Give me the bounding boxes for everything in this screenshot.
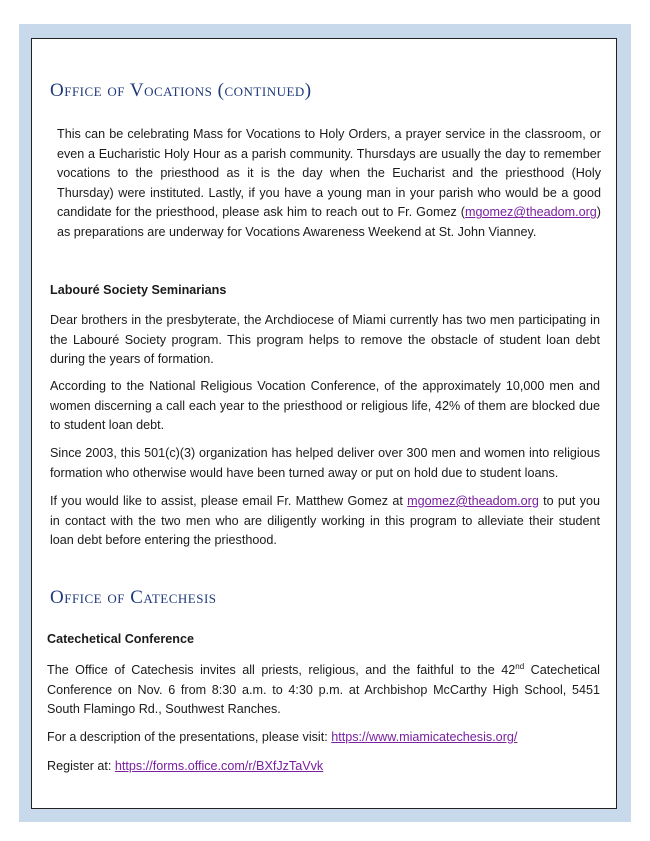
register-text: Register at:	[47, 759, 115, 773]
email-link-1[interactable]: mgomez@theadom.org	[465, 205, 597, 220]
intro-text: This can be celebrating Mass for Vocations to Holy Orders, a prayer service in the classroom, or even a Eucharistic Holy Hour as a parish community. Thursdays are usually the day to remember vocations to the priesthood as it is the day when the Eucharist and the priesthood (Holy Thursday) were instituted. Lastly, if you have a young man in your parish who would be a good candidate for the priesthood, please ask him to reach out to Fr. Gomez (	[57, 127, 601, 220]
laboure-subheading: Labouré Society Seminarians	[50, 283, 227, 297]
section-heading-catechesis: Office of Catechesis	[50, 587, 217, 608]
catechesis-paragraph-1	[47, 661, 600, 720]
catechetical-conference-subheading: Catechetical Conference	[47, 632, 194, 646]
email-link-2[interactable]: mgomez@theadom.org	[407, 494, 539, 508]
catechesis-paragraph-3	[47, 757, 600, 777]
catechesis-paragraph-2	[47, 728, 600, 748]
para4-text: If you would like to assist, please email Fr. Matthew Gomez at	[50, 494, 408, 508]
intro-text-after: ) as preparations are underway for Vocations Awareness Weekend at St. John Vianney.	[57, 205, 601, 239]
laboure-paragraph-1: Dear brothers in the presbyterate, the Archdiocese of Miami currently has two men participating in the Labouré Society program. This program helps to remove the obstacle of student loan debt during the years of formation.	[50, 313, 600, 367]
vocations-intro-paragraph	[57, 125, 601, 243]
catechesis-text: The Office of Catechesis invites all priests, religious, and the faithful to the 42	[47, 663, 516, 677]
para4-text-after: to put you in contact with the two men who are diligently working in this program to alleviate their student loan debt before entering the priesthood.	[50, 494, 601, 548]
registration-link[interactable]: https://forms.office.com/r/BXfJzTaVvk	[114, 759, 324, 773]
laboure-paragraph-4	[50, 492, 600, 551]
laboure-paragraph-3: Since 2003, this 501(c)(3) organization has helped deliver over 300 men and women into religious formation who otherwise would have been turned away or put on hold due to student loans.	[50, 446, 600, 480]
ordinal-suffix: nd	[515, 661, 525, 671]
laboure-paragraph-2: According to the National Religious Vocation Conference, of the approximately 10,000 men and women discerning a call each year to the priesthood or religious life, 42% of them are blocked due to student loan debt.	[50, 379, 600, 433]
section-heading-vocations: Office of Vocations (continued)	[50, 80, 312, 101]
catechesis-text-after: Catechetical Conference on Nov. 6 from 8:30 a.m. to 4:30 p.m. at Archbishop McCarthy High School, 5451 South Flamingo Rd., Southwest Ranches.	[47, 663, 600, 717]
catechesis-website-link[interactable]: https://www.miamicatechesis.org/	[331, 730, 518, 744]
presentations-text: For a description of the presentations, please visit:	[47, 730, 332, 744]
